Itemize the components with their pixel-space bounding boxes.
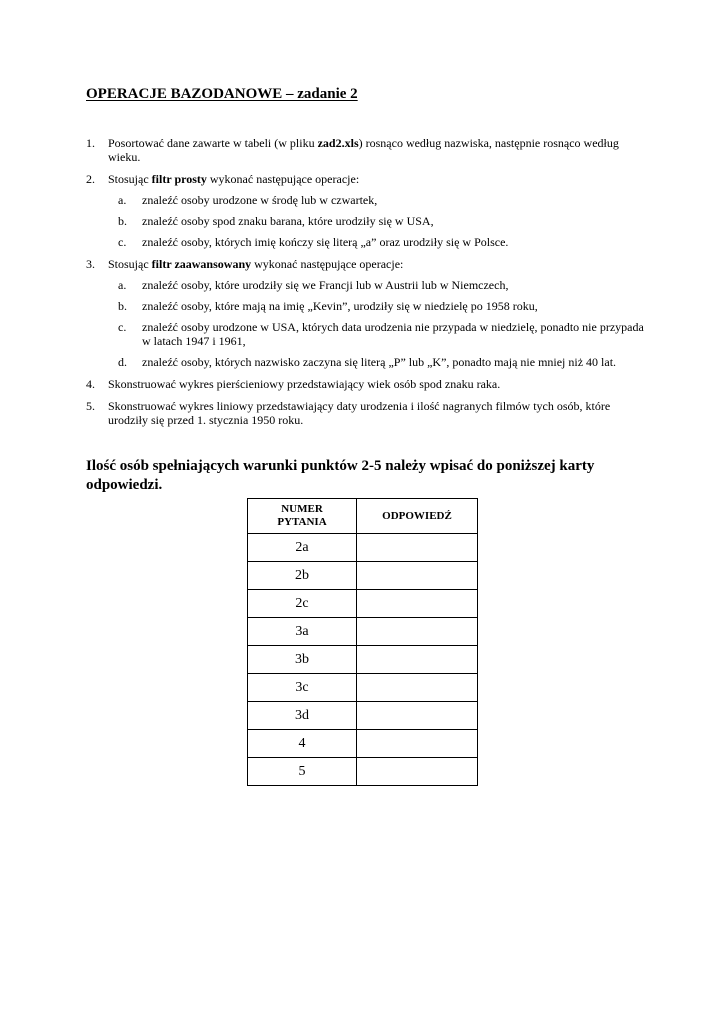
subtask-2a bbox=[118, 193, 646, 207]
task-item-5 bbox=[86, 399, 646, 427]
item-number: 2. bbox=[86, 172, 95, 186]
subtask-letter: c. bbox=[118, 320, 127, 334]
table-row bbox=[248, 534, 478, 562]
item-text: Skonstruować wykres pierścieniowy przedstawiający wiek osób spod znaku raka. bbox=[108, 377, 501, 391]
question-number: 2a bbox=[248, 534, 357, 562]
table-row bbox=[248, 730, 478, 758]
item-line bbox=[108, 172, 646, 186]
item-text bbox=[108, 136, 646, 164]
answer-instructions: Ilość osób spełniających warunki punktów 2-5 należy wpisać do poniższej karty odpowiedzi. bbox=[86, 458, 595, 493]
page-title: OPERACJE BAZODANOWE – zadanie 2 bbox=[86, 86, 358, 102]
question-number: 4 bbox=[248, 730, 357, 758]
text-part: Posortować dane zawarte w tabeli (w pliku bbox=[108, 136, 318, 150]
table-row bbox=[248, 702, 478, 730]
table-header-row bbox=[248, 499, 478, 534]
subtask-letter: a. bbox=[118, 278, 127, 292]
subtask-3c bbox=[118, 320, 646, 348]
column-header-question-number bbox=[248, 499, 357, 534]
task-item-2 bbox=[86, 172, 646, 249]
answer-cell[interactable] bbox=[357, 618, 478, 646]
text-part: Stosując bbox=[108, 257, 152, 271]
subtask-text: znaleźć osoby urodzone w USA, których data urodzenia nie przypada w niedzielę, ponadto nie przypada w latach 1947 i 1961, bbox=[142, 320, 644, 348]
text-part: Stosując bbox=[108, 172, 152, 186]
header-line: PYTANIA bbox=[277, 516, 327, 528]
task-item-3 bbox=[86, 257, 646, 369]
item-text bbox=[108, 172, 646, 249]
subtask-letter: d. bbox=[118, 355, 127, 369]
bold-filename: zad2.xls bbox=[317, 136, 359, 150]
bold-term: filtr zaawansowany bbox=[151, 257, 252, 271]
subtask-2c bbox=[118, 235, 646, 249]
item-number: 4. bbox=[86, 377, 95, 391]
text-part: wykonać następujące operacje: bbox=[251, 257, 404, 271]
table-row bbox=[248, 674, 478, 702]
answer-cell[interactable] bbox=[357, 730, 478, 758]
text-part: wykonać następujące operacje: bbox=[206, 172, 360, 186]
subtask-2b bbox=[118, 214, 646, 228]
item-text: Skonstruować wykres liniowy przedstawiający daty urodzenia i ilość nagranych filmów tych osób, które urodziły się przed 1. stycznia 1950 roku. bbox=[108, 399, 611, 427]
subtask-3b bbox=[118, 299, 646, 313]
question-number: 3d bbox=[248, 702, 357, 730]
subtask-letter: c. bbox=[118, 235, 127, 249]
header-line: NUMER bbox=[281, 503, 323, 515]
item-number: 5. bbox=[86, 399, 95, 413]
question-number: 3a bbox=[248, 618, 357, 646]
subtask-text: znaleźć osoby, które urodziły się we Francji lub w Austrii lub w Niemczech, bbox=[142, 278, 509, 292]
question-number: 3b bbox=[248, 646, 357, 674]
bold-term: filtr prosty bbox=[151, 172, 207, 186]
subtask-text: znaleźć osoby, które mają na imię „Kevin”, urodziły się w niedzielę po 1958 roku, bbox=[142, 299, 538, 313]
table-row bbox=[248, 618, 478, 646]
table-row bbox=[248, 646, 478, 674]
task-list bbox=[86, 136, 646, 435]
answer-cell[interactable] bbox=[357, 674, 478, 702]
table-row bbox=[248, 562, 478, 590]
answer-table bbox=[247, 498, 478, 786]
item-text bbox=[108, 257, 646, 369]
question-number: 3c bbox=[248, 674, 357, 702]
subtask-3d bbox=[118, 355, 646, 369]
subtask-letter: a. bbox=[118, 193, 127, 207]
answer-cell[interactable] bbox=[357, 562, 478, 590]
subtask-text: znaleźć osoby, których imię kończy się literą „a” oraz urodziły się w Polsce. bbox=[142, 235, 509, 249]
subtask-letter: b. bbox=[118, 299, 127, 313]
table-row bbox=[248, 758, 478, 786]
task-item-1 bbox=[86, 136, 646, 164]
answer-cell[interactable] bbox=[357, 702, 478, 730]
answer-cell[interactable] bbox=[357, 590, 478, 618]
text-part: ) rosnąco według nazwiska, następnie rosnąco według wieku. bbox=[108, 136, 619, 164]
answer-cell[interactable] bbox=[357, 758, 478, 786]
question-number: 2c bbox=[248, 590, 357, 618]
subtask-text: znaleźć osoby urodzone w środę lub w czwartek, bbox=[142, 193, 378, 207]
column-header-answer: ODPOWIEDŹ bbox=[357, 499, 478, 534]
answer-cell[interactable] bbox=[357, 534, 478, 562]
question-number: 2b bbox=[248, 562, 357, 590]
table-row bbox=[248, 590, 478, 618]
item-line bbox=[108, 257, 646, 271]
item-number: 3. bbox=[86, 257, 95, 271]
answer-cell[interactable] bbox=[357, 646, 478, 674]
subtask-text: znaleźć osoby, których nazwisko zaczyna się literą „P” lub „K”, ponadto mają nie mniej niż 40 lat. bbox=[142, 355, 617, 369]
question-number: 5 bbox=[248, 758, 357, 786]
subtask-text: znaleźć osoby spod znaku barana, które urodziły się w USA, bbox=[142, 214, 434, 228]
subtask-letter: b. bbox=[118, 214, 127, 228]
item-number: 1. bbox=[86, 136, 95, 150]
subtask-3a bbox=[118, 278, 646, 292]
task-item-4 bbox=[86, 377, 646, 391]
